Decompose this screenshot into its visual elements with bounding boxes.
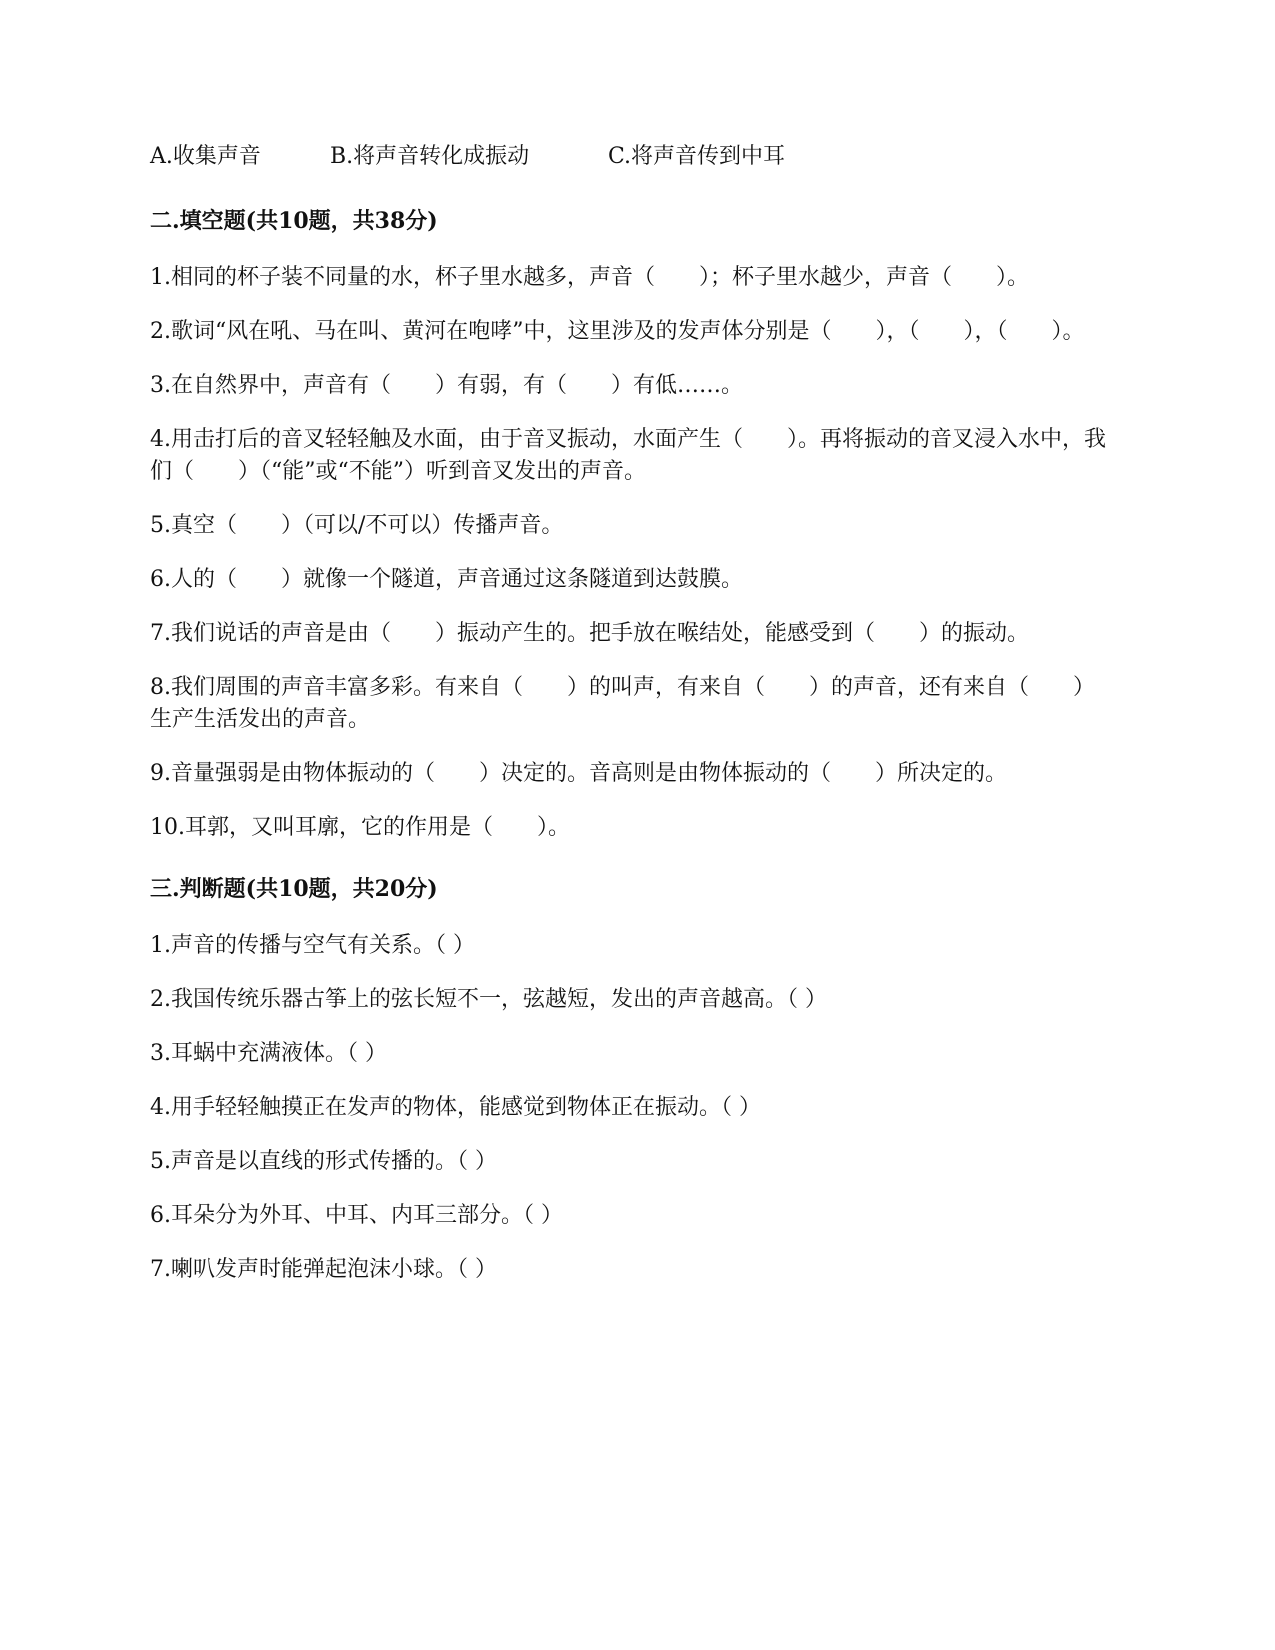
question-judge-2: 2.我国传统乐器古筝上的弦长短不一，弦越短，发出的声音越高。（ ） (150, 987, 827, 1012)
option-c: C.将声音传到中耳 (608, 144, 786, 169)
question-fill-3: 3.在自然界中，声音有（ ）有弱，有（ ）有低……。 (150, 373, 743, 398)
question-judge-6: 6.耳朵分为外耳、中耳、内耳三部分。（ ） (150, 1203, 563, 1228)
option-a: A.收集声音 (150, 144, 261, 169)
section-title-true-false: 三.判断题(共10题，共20分) (150, 876, 438, 902)
option-b: B.将声音转化成振动 (330, 144, 530, 169)
question-fill-10: 10.耳郭，又叫耳廓，它的作用是（ ）。 (150, 815, 570, 840)
question-fill-5: 5.真空（ ）（可以/不可以）传播声音。 (150, 513, 564, 538)
question-judge-3: 3.耳蜗中充满液体。（ ） (150, 1041, 387, 1066)
section-title-fill-in: 二.填空题(共10题，共38分) (150, 208, 438, 234)
choice-options-line (150, 140, 1110, 174)
question-fill-8: 8.我们周围的声音丰富多彩。有来自（ ）的叫声，有来自（ ）的声音，还有来自（ ）生产生活发出的声音。 (150, 675, 1095, 732)
question-fill-6: 6.人的（ ）就像一个隧道，声音通过这条隧道到达鼓膜。 (150, 567, 743, 592)
question-fill-2: 2.歌词“风在吼、马在叫、黄河在咆哮”中，这里涉及的发声体分别是（ ），（ ），（ ）。 (150, 319, 1085, 344)
question-judge-7: 7.喇叭发声时能弹起泡沫小球。（ ） (150, 1257, 497, 1282)
question-fill-9: 9.音量强弱是由物体振动的（ ）决定的。音高则是由物体振动的（ ）所决定的。 (150, 761, 1007, 786)
document-page (150, 140, 1110, 1308)
question-fill-4: 4.用击打后的音叉轻轻触及水面，由于音叉振动，水面产生（ ）。再将振动的音叉浸入水中，我们（ ）（“能”或“不能”）听到音叉发出的声音。 (150, 427, 1106, 484)
question-fill-1: 1.相同的杯子装不同量的水，杯子里水越多，声音（ ）；杯子里水越少，声音（ ）。 (150, 265, 1029, 290)
question-judge-5: 5.声音是以直线的形式传播的。（ ） (150, 1149, 497, 1174)
question-judge-1: 1.声音的传播与空气有关系。（ ） (150, 933, 475, 958)
question-judge-4: 4.用手轻轻触摸正在发声的物体，能感觉到物体正在振动。（ ） (150, 1095, 761, 1120)
question-fill-7: 7.我们说话的声音是由（ ）振动产生的。把手放在喉结处，能感受到（ ）的振动。 (150, 621, 1029, 646)
